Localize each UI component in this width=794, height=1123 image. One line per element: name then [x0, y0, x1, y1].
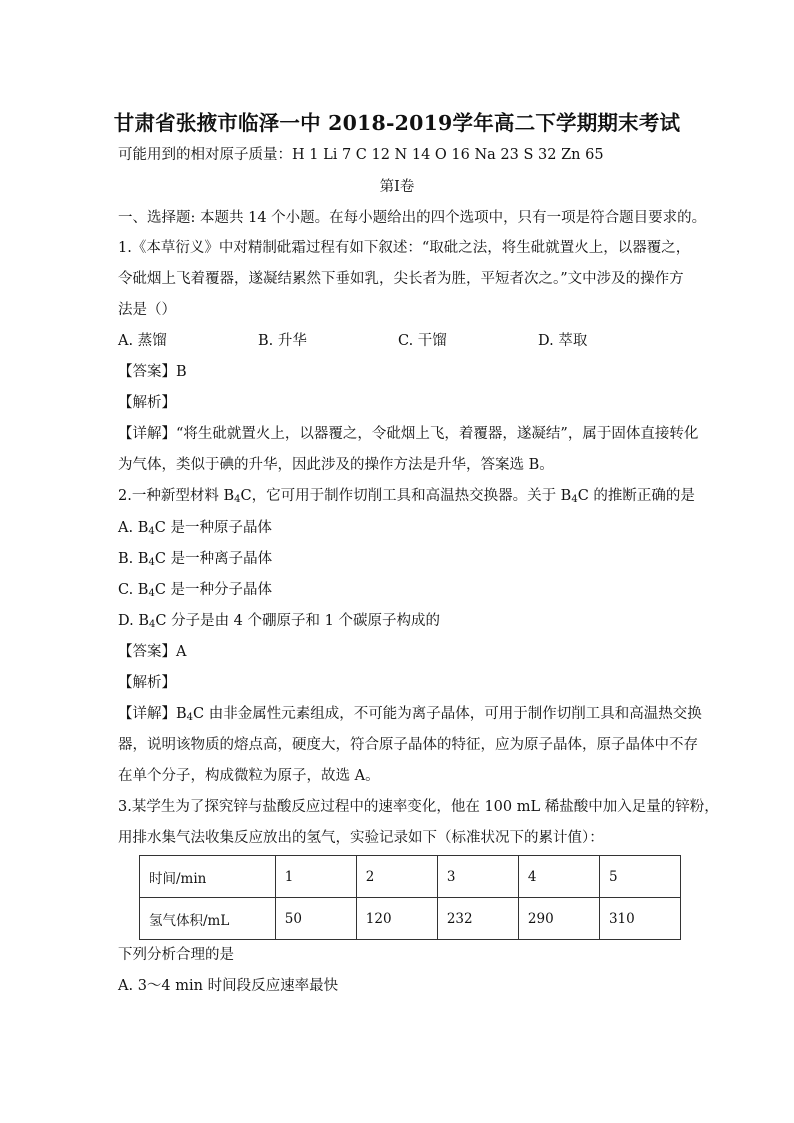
q2-stem-part: C 的推断正确的是 [577, 488, 695, 504]
q1-options [118, 331, 678, 351]
q2-option-d [118, 611, 440, 631]
q3-option-a: A. 3～4 min 时间段反应速率最快 [118, 978, 339, 994]
q2-option-c [118, 580, 272, 600]
table-cell: 5 [599, 856, 680, 898]
atomic-masses-line: 可能用到的相对原子质量：H 1 Li 7 C 12 N 14 O 16 Na 23 S 32 Zn 65 [118, 147, 604, 163]
option-text: A. B [118, 520, 149, 536]
table-cell: 氢气体积/mL [140, 898, 276, 940]
q1-option-d: D. 萃取 [538, 333, 588, 349]
q2-option-a [118, 518, 272, 538]
q1-stem-line-1: 1.《本草衍义》中对精制砒霜过程有如下叙述：“取砒之法，将生砒就置火上，以器覆之， [118, 240, 691, 256]
table-cell: 2 [356, 856, 437, 898]
option-text: C. B [118, 582, 149, 598]
detail-text: C 由非金属性元素组成，不可能为离子晶体，可用于制作切削工具和高温热交换 [193, 706, 702, 722]
q1-analysis-heading: 【解析】 [118, 395, 176, 411]
table-cell: 1 [275, 856, 356, 898]
q1-answer: 【答案】B [118, 364, 187, 380]
subscript: 4 [186, 712, 194, 723]
q2-stem-part: C，它可用于制作切削工具和高温热交换器。关于 B [240, 488, 572, 504]
option-text: C 是一种原子晶体 [154, 520, 272, 536]
q2-detail-line-1 [118, 704, 702, 724]
q2-option-b [118, 549, 272, 569]
table-row [140, 856, 681, 898]
subscript: 4 [148, 588, 155, 599]
q2-detail-line-3: 在单个分子，构成微粒为原子，故选 A。 [118, 768, 380, 784]
subscript: 4 [571, 494, 578, 505]
q1-option-b: B. 升华 [258, 333, 307, 349]
option-text: D. B [118, 613, 149, 629]
table-cell: 4 [518, 856, 599, 898]
table-row [140, 898, 681, 940]
volume-heading: 第Ⅰ卷 [379, 179, 415, 195]
q1-detail-line-2: 为气体，类似于碘的升华，因此涉及的操作方法是升华，答案选 B。 [118, 457, 554, 473]
q2-stem-part: 2.一种新型材料 B [118, 488, 235, 504]
q3-stem-line-2: 用排水集气法收集反应放出的氢气，实验记录如下（标准状况下的累计值）： [118, 830, 604, 846]
q3-question: 下列分析合理的是 [118, 947, 234, 963]
exam-title: 甘肃省张掖市临泽一中 2018-2019学年高二下学期期末考试 [113, 111, 681, 135]
option-text: C 是一种分子晶体 [154, 582, 273, 598]
table-cell: 50 [275, 898, 356, 940]
q1-stem-line-3: 法是（） [118, 302, 176, 318]
table-cell: 290 [518, 898, 599, 940]
table-cell: 3 [437, 856, 518, 898]
q1-stem-line-2: 令砒烟上飞着覆器，遂凝结累然下垂如乳，尖长者为胜，平短者次之。”文中涉及的操作方 [118, 271, 684, 287]
q2-stem [118, 486, 695, 506]
option-text: C 是一种离子晶体 [154, 551, 273, 567]
table-cell: 310 [599, 898, 680, 940]
subscript: 4 [148, 619, 156, 630]
q2-analysis-heading: 【解析】 [118, 675, 176, 691]
table-cell: 时间/min [140, 856, 276, 898]
subscript: 4 [148, 557, 155, 568]
subscript: 4 [234, 494, 241, 505]
table-cell: 120 [356, 898, 437, 940]
q1-detail-line-1: 【详解】“将生砒就置火上，以器覆之，令砒烟上飞，着覆器，遂凝结”，属于固体直接转化 [118, 426, 699, 442]
experiment-record-table [139, 855, 681, 940]
q1-option-c: C. 干馏 [398, 333, 447, 349]
subscript: 4 [148, 526, 155, 537]
table-cell: 232 [437, 898, 518, 940]
q2-answer: 【答案】A [118, 644, 187, 660]
q2-detail-line-2: 器，说明该物质的熔点高，硬度大，符合原子晶体的特征，应为原子晶体，原子晶体中不存 [118, 737, 698, 753]
section-heading: 一、选择题: 本题共 14 个小题。在每小题给出的四个选项中，只有一项是符合题目要求的。 [118, 210, 707, 226]
q3-stem-line-1: 3.某学生为了探究锌与盐酸反应过程中的速率变化，他在 100 mL 稀盐酸中加入足量的锌粉， [118, 799, 719, 815]
option-text: B. B [118, 551, 149, 567]
q1-option-a: A. 蒸馏 [118, 333, 167, 349]
option-text: C 分子是由 4 个硼原子和 1 个碳原子构成的 [155, 613, 440, 629]
detail-text: 【详解】B [118, 706, 187, 722]
